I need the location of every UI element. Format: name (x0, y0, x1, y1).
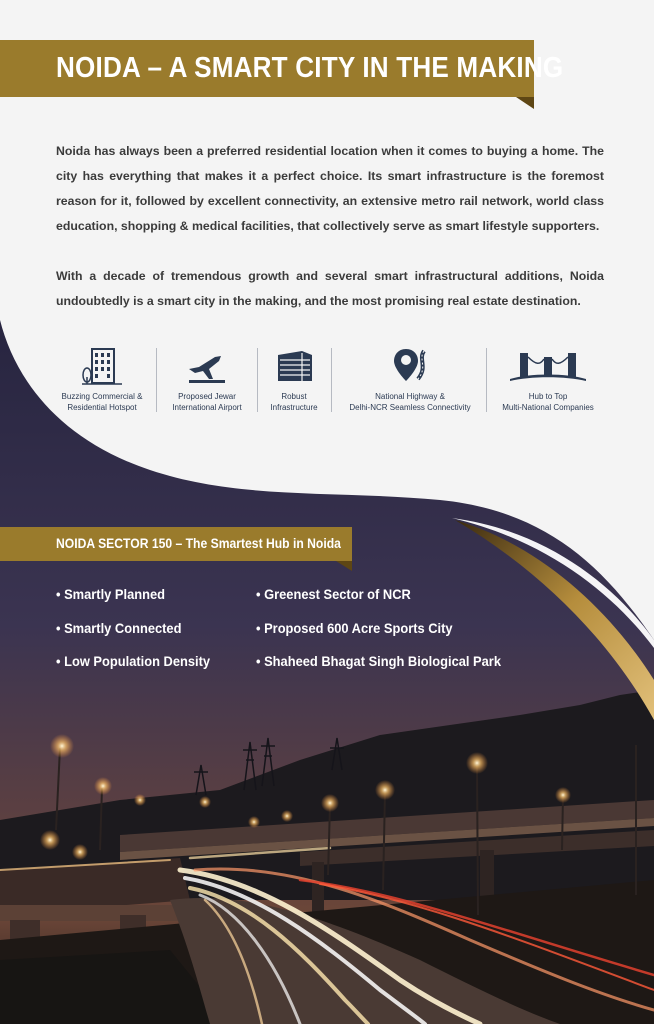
feature-label: National Highway & Delhi-NCR Seamless Connectivity (349, 392, 471, 412)
feature-highway-connectivity (335, 347, 485, 417)
bullet-item: • Greenest Sector of NCR (256, 586, 411, 602)
feature-jewar-airport (160, 347, 254, 417)
feature-label: Buzzing Commercial & Residential Hotspot (61, 392, 143, 412)
feature-divider (486, 348, 487, 412)
feature-divider (156, 348, 157, 412)
bullet-item: • Smartly Connected (56, 620, 182, 636)
feature-label: Proposed Jewar International Airport (172, 392, 242, 412)
intro-paragraph-2: With a decade of tremendous growth and several smart infrastructural additions, Noida undoubtedly is a smart city in the making, and the most promising real estate destination. (56, 269, 604, 308)
airplane-icon (185, 347, 229, 385)
feature-label: Hub to Top Multi-National Companies (502, 392, 594, 412)
banner-fold (336, 561, 352, 571)
banner-fold (516, 97, 534, 109)
bullet-item: • Low Population Density (56, 653, 211, 669)
feature-label: Robust Infrastructure (270, 392, 318, 412)
title-banner (0, 40, 564, 97)
page-title: NOIDA – A SMART CITY IN THE MAKING (56, 52, 564, 84)
feature-divider (331, 348, 332, 412)
bullet-item: • Shaheed Bhagat Singh Biological Park (256, 653, 501, 669)
bridge-icon (510, 347, 586, 385)
bullet-item: • Smartly Planned (56, 586, 166, 602)
sector-title: NOIDA SECTOR 150 – The Smartest Hub in Noida (56, 536, 341, 551)
infrastructure-building-icon (272, 347, 316, 385)
map-pin-road-icon (388, 347, 432, 385)
bullet-item: • Proposed 600 Acre Sports City (256, 620, 453, 636)
intro-paragraph-1: Noida has always been a preferred residential location when it comes to buying a home. The city has everything that makes it a perfect choice. Its smart infrastructure is the foremost reason for it, followed by excellent connectivity, an extensive metro rail network, world class education, shopping & medical facilities, that collectively serve as smart lifestyle supporters. (56, 144, 604, 233)
feature-commercial-hotspot (52, 347, 152, 417)
sector-banner (0, 527, 352, 561)
office-building-icon (80, 347, 124, 385)
feature-divider (257, 348, 258, 412)
feature-robust-infrastructure (260, 347, 328, 417)
feature-mnc-hub (490, 347, 606, 417)
